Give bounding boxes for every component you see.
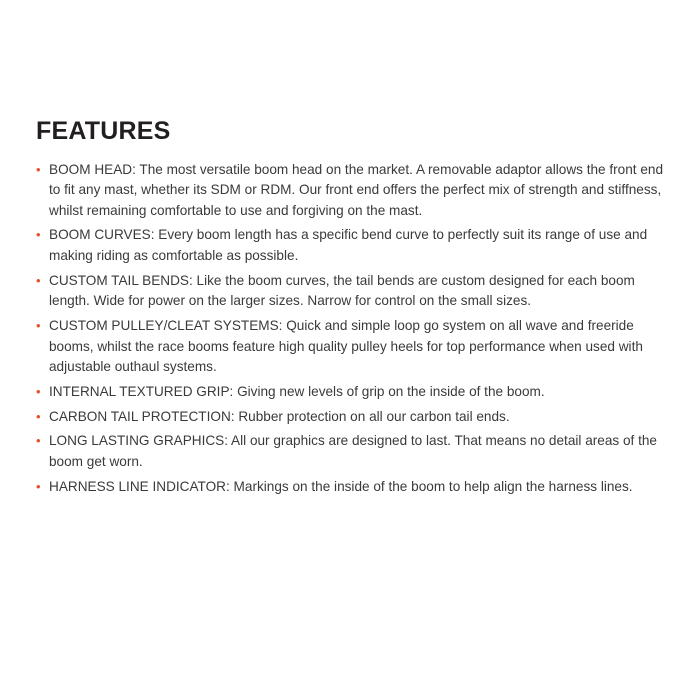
feature-description: Quick and simple loop go system on all wave and freeride booms, whilst the race booms feature high quality pulley heels for top performance when used with adjustable outhaul systems. (49, 318, 643, 375)
bullet-icon: • (36, 227, 41, 243)
feature-description: The most versatile boom head on the market. A removable adaptor allows the front end to fit any mast, whether its SDM or RDM. Our front end offers the perfect mix of strength and stiffness, whilst remaining comfortable to use and forgiving on the mast. (49, 161, 664, 218)
feature-term: CARBON TAIL PROTECTION: (49, 408, 235, 424)
feature-term: BOOM HEAD: (49, 161, 136, 177)
bullet-icon: • (36, 408, 41, 424)
feature-term: LONG LASTING GRAPHICS: (49, 433, 229, 449)
feature-description: Giving new levels of grip on the inside of the boom. (233, 384, 545, 400)
bullet-icon: • (36, 478, 41, 494)
list-item (36, 160, 666, 222)
page-title: FEATURES (36, 117, 171, 145)
list-item (36, 407, 666, 428)
list-item (36, 477, 666, 498)
feature-description: Markings on the inside of the boom to help align the harness lines. (229, 478, 633, 494)
bullet-icon: • (36, 161, 41, 177)
list-item (36, 316, 666, 378)
feature-term: HARNESS LINE INDICATOR: (49, 478, 230, 494)
feature-term: INTERNAL TEXTURED GRIP: (49, 384, 234, 400)
feature-term: CUSTOM TAIL BENDS: (49, 272, 193, 288)
feature-description: Like the boom curves, the tail bends are custom designed for each boom length. Wide for power on the larger sizes. Narrow for control on the small sizes. (49, 272, 635, 309)
feature-term: CUSTOM PULLEY/CLEAT SYSTEMS: (49, 318, 283, 334)
features-list (36, 160, 666, 498)
bullet-icon: • (36, 318, 41, 334)
feature-description: All our graphics are designed to last. That means no detail areas of the boom get worn. (49, 433, 657, 470)
feature-description: Rubber protection on all our carbon tail ends. (234, 408, 510, 424)
bullet-icon: • (36, 272, 41, 288)
list-item (36, 431, 666, 472)
feature-term: BOOM CURVES: (49, 227, 155, 243)
bullet-icon: • (36, 433, 41, 449)
list-item (36, 271, 666, 312)
feature-description: Every boom length has a specific bend curve to perfectly suit its range of use and making riding as comfortable as possible. (49, 227, 648, 264)
list-item (36, 382, 666, 403)
list-item (36, 225, 666, 266)
bullet-icon: • (36, 384, 41, 400)
